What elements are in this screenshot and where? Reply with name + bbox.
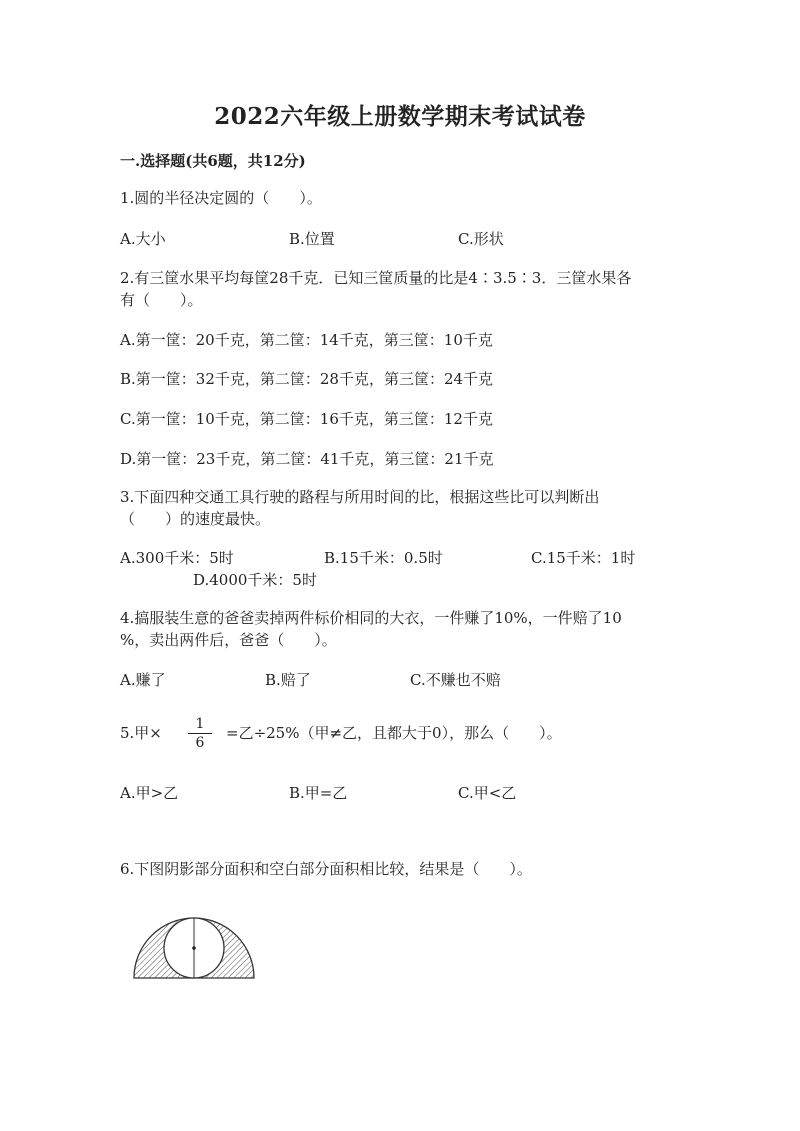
q2-option-b: B.第一筐：32千克，第二筐：28千克，第三筐：24千克 [120,370,494,388]
fraction-one-sixth [188,715,212,752]
question-5-suffix: =乙÷25%（甲≠乙，且都大于0），那么（ ）。 [226,724,562,742]
fraction-denominator: 6 [195,735,205,751]
question-2-line-2: 有（ ）。 [120,291,203,309]
question-3-line-1: 3.下面四种交通工具行驶的路程与所用时间的比，根据这些比可以判断出 [120,488,600,506]
q2-option-d: D.第一筐：23千克，第二筐：41千克，第三筐：21千克 [120,450,494,468]
q3-option-c: C.15千米：1时 [531,549,636,567]
q5-option-b: B.甲=乙 [289,784,348,802]
q3-option-a: A.300千米：5时 [120,549,234,567]
q4-option-c: C.不赚也不赔 [410,671,501,689]
q5-option-a: A.甲>乙 [120,784,179,802]
shaded-semicircle-figure [128,908,260,984]
question-3-line-2: （ ）的速度最快。 [120,510,271,528]
question-6: 6.下图阴影部分面积和空白部分面积相比较，结果是（ ）。 [120,860,532,878]
page-title: 2022六年级上册数学期末考试试卷 [214,103,586,130]
q5-option-c: C.甲<乙 [458,784,517,802]
fraction-numerator: 1 [188,715,212,734]
q2-option-a: A.第一筐：20千克，第二筐：14千克，第三筐：10千克 [120,331,493,349]
question-4-line-2: %，卖出两件后，爸爸（ ）。 [120,631,337,649]
q1-option-c: C.形状 [458,230,504,248]
q2-option-c: C.第一筐：10千克，第二筐：16千克，第三筐：12千克 [120,410,493,428]
section-heading: 一.选择题(共6题，共12分) [120,152,306,170]
question-1: 1.圆的半径决定圆的（ ）。 [120,189,322,207]
question-2-line-1: 2.有三筐水果平均每筐28千克．已知三筐质量的比是4∶3.5∶3．三筐水果各 [120,269,632,287]
question-5-prefix: 5.甲× [120,724,162,742]
q1-option-a: A.大小 [120,230,166,248]
q3-option-d: D.4000千米：5时 [193,571,317,589]
q3-option-b: B.15千米：0.5时 [324,549,443,567]
question-4-line-1: 4.搞服装生意的爸爸卖掉两件标价相同的大衣，一件赚了10%，一件赔了10 [120,609,622,627]
center-dot [192,946,196,950]
q1-option-b: B.位置 [289,230,335,248]
q4-option-a: A.赚了 [120,671,166,689]
q4-option-b: B.赔了 [265,671,311,689]
